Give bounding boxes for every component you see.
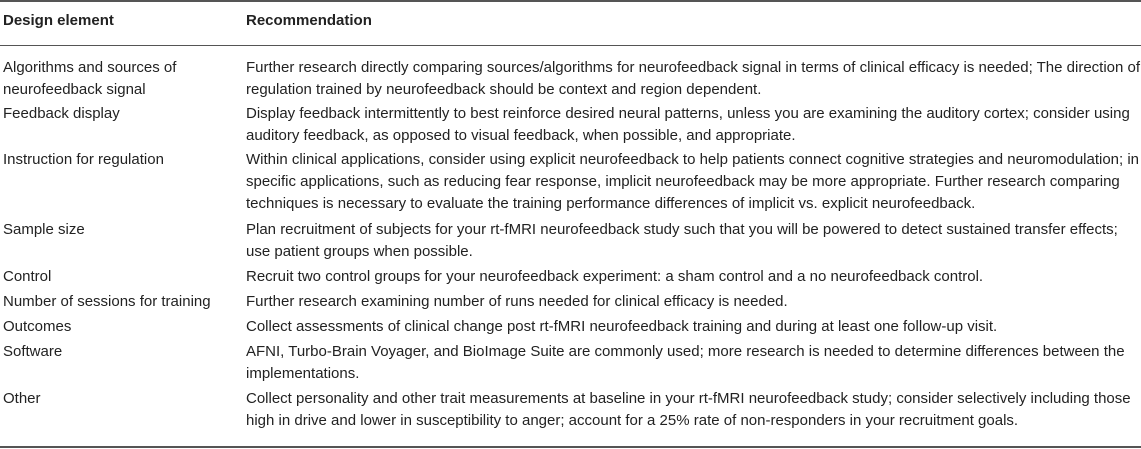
row-recommendation: Recruit two control groups for your neurofeedback experiment: a sham control and a no neurofeedback control.: [246, 268, 984, 285]
row-design-element: Algorithms and sources of neurofeedback signal: [3, 59, 177, 98]
row-design-element: Number of sessions for training: [3, 293, 211, 310]
table-header-rule: [0, 45, 1141, 46]
row-recommendation: Collect personality and other trait measurements at baseline in your rt-fMRI neurofeedback study; consider selectively including those high in drive and lower in susceptibility to anger; account for a 25% rate of non-responders in your recruitment goals.: [246, 390, 1131, 429]
row-design-element: Other: [3, 390, 41, 407]
row-recommendation: Collect assessments of clinical change post rt-fMRI neurofeedback training and during at least one follow-up visit.: [246, 318, 998, 335]
table-header-row: [0, 0, 1141, 45]
row-recommendation: Within clinical applications, consider using explicit neurofeedback to help patients connect cognitive strategies and neuromodulation; in specific applications, such as reducing fear response, implicit neurofeedback may be more appropriate. Further research comparing techniques is necessary to evaluate the training performance differences of implicit vs. explicit neurofeedback.: [246, 151, 1140, 212]
row-design-element: Control: [3, 268, 52, 285]
row-design-element: Software: [3, 343, 63, 360]
row-recommendation: Further research directly comparing sources/algorithms for neurofeedback signal in terms of clinical efficacy is needed; The direction of regulation trained by neurofeedback should be context and region dependent.: [246, 59, 1141, 98]
row-recommendation: AFNI, Turbo-Brain Voyager, and BioImage Suite are commonly used; more research is needed to determine differences between the implementations.: [246, 343, 1125, 382]
row-recommendation: Display feedback intermittently to best reinforce desired neural patterns, unless you are examining the auditory cortex; consider using auditory feedback, as opposed to visual feedback, when possible, and appropriate.: [246, 105, 1130, 144]
header-recommendation: Recommendation: [246, 12, 372, 29]
row-design-element: Outcomes: [3, 318, 72, 335]
row-recommendation: Plan recruitment of subjects for your rt-fMRI neurofeedback study such that you will be powered to detect sustained transfer effects; use patient groups when possible.: [246, 221, 1118, 260]
row-design-element: Sample size: [3, 221, 85, 238]
row-recommendation: Further research examining number of runs needed for clinical efficacy is needed.: [246, 293, 788, 310]
header-design-element: Design element: [3, 12, 114, 29]
table-bottom-rule: [0, 446, 1141, 448]
row-design-element: Feedback display: [3, 105, 120, 122]
row-design-element: Instruction for regulation: [3, 151, 164, 168]
